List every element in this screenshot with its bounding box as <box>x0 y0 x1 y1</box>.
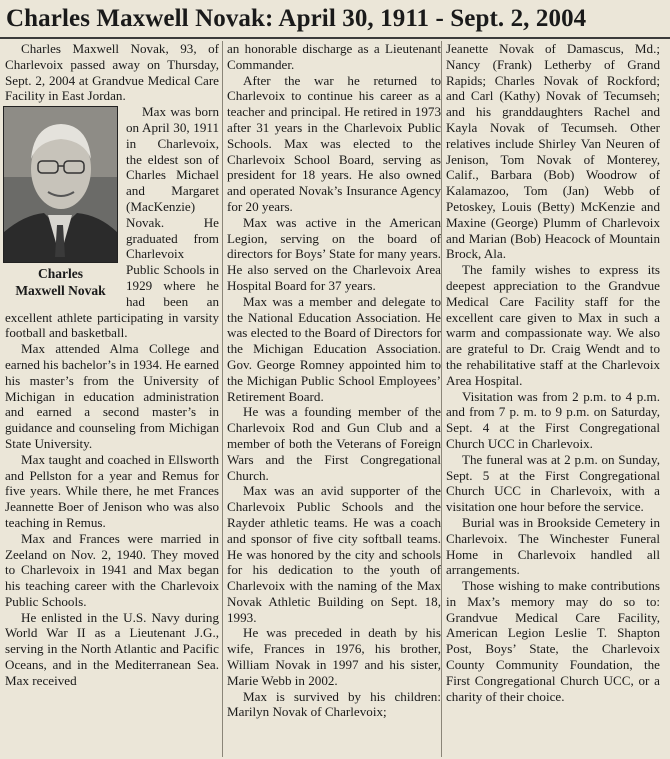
paragraph: Visitation was from 2 p.m. to 4 p.m. and from 7 p. m. to 9 p.m. on Saturday, Sept. 4 at the First Congregational Church UCC in Charlevoix. <box>446 388 660 451</box>
paragraph: The family wishes to express its deepest appreciation to the Grandvue Medical Care Facility staff for the excellent care given to Max in such a warm and compassionate way. We also are grateful to Dr. Craig Wendt and to the rehabilitative staff at the Charlevoix Area Hospital. <box>446 262 660 388</box>
paragraph: Burial was in Brookside Cemetery in Charlevoix. The Winchester Funeral Home in Charlevoix handled all arrangements. <box>446 514 660 578</box>
column-2 <box>227 41 441 720</box>
paragraph: Max was an avid supporter of the Charlevoix Public Schools and the Rayder athletic teams. He was a coach and sponsor of five city softball teams. He was honored by the city and schools for his dedication to the youth of Charlevoix with the naming of the Max Novak Athletic Building on Sept. 18, 1993. <box>227 483 441 625</box>
portrait-figure <box>3 106 118 299</box>
caption-line: Charles <box>38 266 83 282</box>
paragraph: Max taught and coached in Ellsworth and Pellston for a year and Remus for five years. While there, he met Frances Jeannette Boer of Jenison who was also teaching in Remus. <box>5 451 219 530</box>
paragraph: Max attended Alma College and earned his bachelor’s in 1934. He earned his master’s from the University of Michigan in education administration and earned a second master’s in guidance and counseling from Michigan State University. <box>5 341 219 451</box>
paragraph: an honorable discharge as a Lieutenant Commander. <box>227 41 441 72</box>
paragraph: Charles Maxwell Novak, 93, of Charlevoix passed away on Thursday, Sept. 2, 2004 at Grandvue Medical Care Facility in East Jordan. <box>5 41 219 104</box>
paragraph: Max and Frances were married in Zeeland on Nov. 2, 1940. They moved to Charlevoix in 1941 and Max began his teaching career with the Charlevoix Public Schools. <box>5 530 219 609</box>
paragraph: The funeral was at 2 p.m. on Sunday, Sept. 5 at the First Congregational Church UCC in Charlevoix, with a visitation one hour before the service. <box>446 451 660 515</box>
paragraph: Jeanette Novak of Damascus, Md.; Nancy (Frank) Letherby of Grand Rapids; Charles Novak of Rockford; and Carl (Kathy) Novak of Tecumseh; and his granddaughters Rachel and Kayla Novak of Tecumseh. Other relatives include Shirley Van Neuren of Jenison, Tom Novak of Monterey, Calif., Barbara (Bob) Woodrow of Kalamazoo, Tom (Jan) Webb of Petoskey, Louis (Betty) McKenzie and Maxine (George) Plumm of Charlevoix and Marian (Bob) Heacock of Mountain Brock, Ala. <box>446 41 660 262</box>
paragraph: Max is survived by his children: Marilyn Novak of Charlevoix; <box>227 688 441 720</box>
paragraph: He enlisted in the U.S. Navy during World War II as a Lieutenant J.G., serving in the North Atlantic and Pacific Oceans, and in the Mediterranean Sea. Max received <box>5 609 219 688</box>
column-1 <box>5 41 219 689</box>
paragraph: He was preceded in death by his wife, Frances in 1976, his brother, William Novak in 1997 and his sister, Marie Webb in 2002. <box>227 625 441 688</box>
headline: Charles Maxwell Novak: April 30, 1911 - Sept. 2, 2004 <box>6 5 587 32</box>
column-divider <box>222 41 223 757</box>
column-divider <box>441 41 442 757</box>
paragraph: Max was born on April 30, 1911 in Charlevoix, the eldest son of Charles Michael and Margaret (MacKenzie) Novak. He graduated from Charlevoix Public Schools in 1929 where he had been an excellent athlete participating in varsity football and basketball. <box>5 104 219 341</box>
paragraph: After the war he returned to Charlevoix to continue his career as a teacher and principal. He retired in 1973 after 31 years in the Charlevoix Public Schools. Max was elected to the Charlevoix School Board, serving as president for 18 years. He also owned and operated Novak’s Insurance Agency for 20 years. <box>227 72 441 214</box>
paragraph: Max was active in the American Legion, serving on the board of directors for Boys’ State for many years. He also served on the Charlevoix Area Hospital Board for 37 years. <box>227 214 441 293</box>
headline-rule <box>0 37 670 39</box>
paragraph: Max was a member and delegate to the National Education Association. He was elected to the Board of Directors for the Michigan Education Association. Gov. George Romney appointed him to the Michigan Public School Employees’ Retirement Board. <box>227 293 441 404</box>
paragraph: He was a founding member of the Charlevoix Rod and Gun Club and a member of both the Veterans of Foreign Wars and the First Congregational Church. <box>227 404 441 483</box>
paragraph: Those wishing to make contributions in Max’s memory may do so to: Grandvue Medical Care Facility, American Legion Leslie T. Shapton Post, Boys’ State, the Charlevoix County Community Foundation, the First Congregational Church UCC, or a charity of their choice. <box>446 578 660 704</box>
portrait-photo <box>3 106 118 263</box>
caption-line: Maxwell Novak <box>15 283 106 299</box>
photo-caption <box>3 265 118 299</box>
column-3 <box>446 41 660 704</box>
portrait-image <box>4 107 117 262</box>
